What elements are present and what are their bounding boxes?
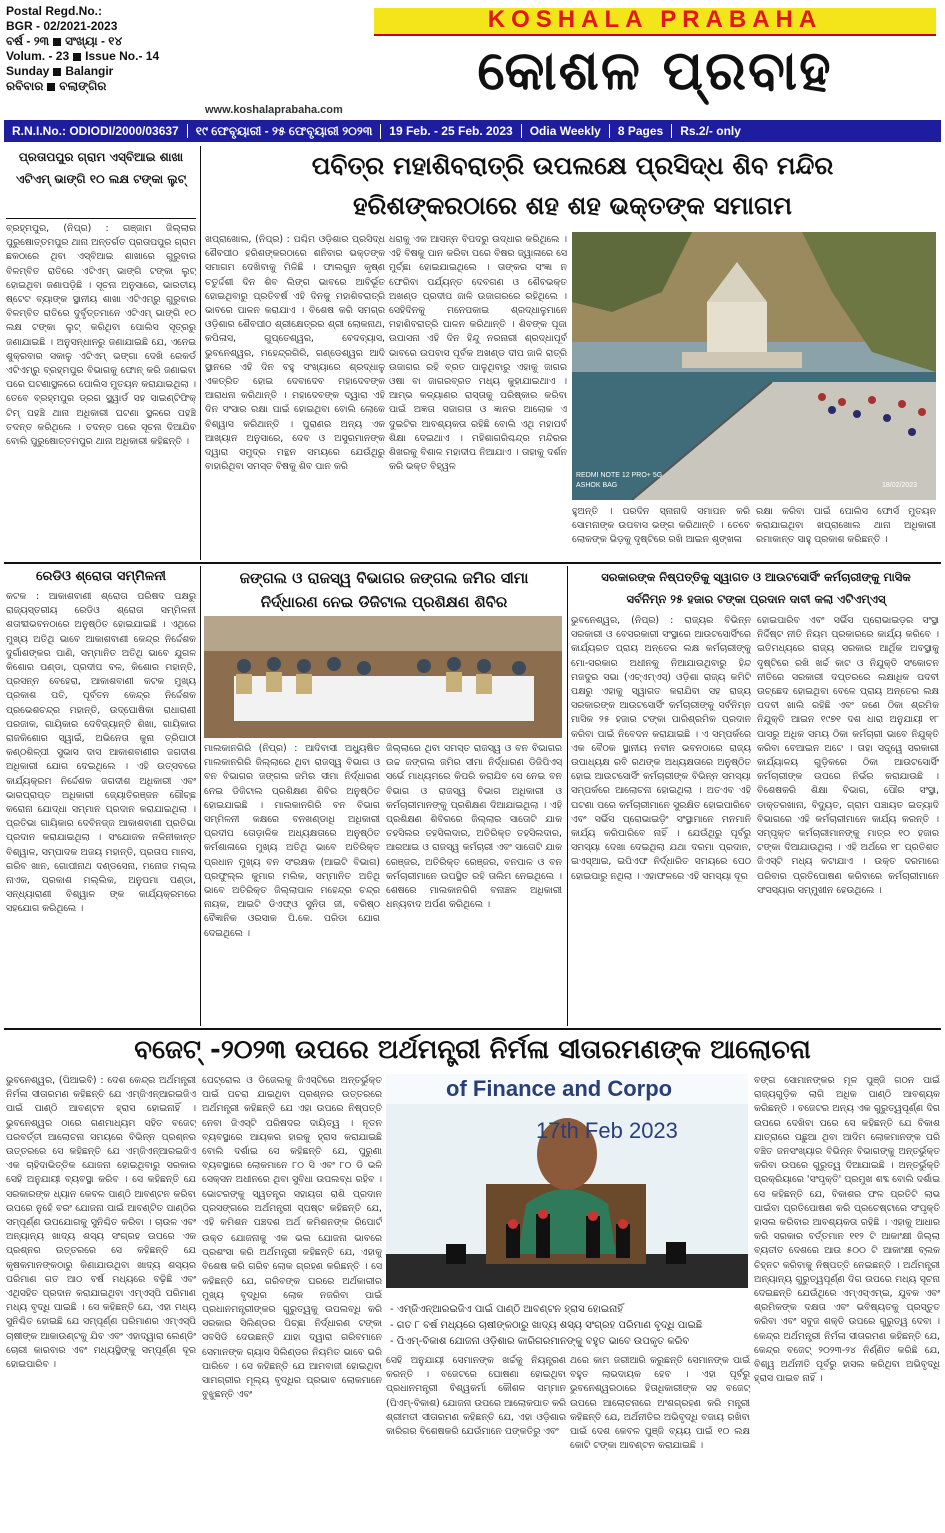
shiva-tail-left: ହୁଅନ୍ତି । ପରଦିନ ସ୍ନାନାଦି ସମାପନ କରି ସୋମନାଙ୍କ ଉପବାସ ଭଙ୍ଗ କରିଥାନ୍ତି । ତେବେ ଲୋକଙ୍କ ଭିଡ଼କୁ ଦୃଷ୍ଟିରେ ରଖି ଆଇନ ଶୃଙ୍ଖଳା [572,506,750,546]
column-divider [200,566,201,1026]
budget-body-col2: ପେଟ୍ରୋଲ ଓ ଡିଜେଲକୁ ଜିଏସ୍‌ଟିରେ ଅନ୍ତର୍ଭୁକ୍ତ ପାଇଁ ପଚରା ଯାଇଥିବା ପ୍ରଶ୍ନର ଉତ୍ତରରେ ଅର୍ଥମନ୍ତ୍ରୀ କହିଛନ୍ତି ଯେ ଏହା ଉପରେ ନିଷ୍ପତ୍ତି ନେବା ଜିଏସ୍‌ଟି ପରିଷଦର ଦାୟିତ୍ୱ । ନୂତନ ବ୍ୟବସ୍ଥାରେ ଆୟକର ହାରକୁ ହ୍ରାସ କରାଯାଇଛି ବୋଲି ଦର୍ଶାଇ ସେ କହିଛନ୍ତି ଯେ, ପୁରୁଣା ବ୍ୟବସ୍ଥାରେ ଲୋକମାନେ ୮୦ ସି ଏବଂ ୮୦ ଡି ଭଳି ସେକ୍ସନ ଅଧୀନରେ ଥିବା ସୁବିଧା ଉପଲବ୍ଧ ରହିବ । ଭୋଟରଙ୍କୁ ସ୍ୱତନ୍ତ୍ର ସହାୟତା ରାଶି ପ୍ରଦାନ ପ୍ରସଙ୍ଗରେ ଅର୍ଥମନ୍ତ୍ରୀ ସ୍ପଷ୍ଟ କହିଛନ୍ତି ଯେ, ଏହି କମିଶନ ପଞ୍ଚଦଶ ଅର୍ଥ କମିଶନଙ୍କ ରିପୋର୍ଟ [202,1075,382,1228]
city-odia: ବଲାଙ୍ଗିର [59,79,107,93]
budget-bullet-3: - ପିଏମ୍-ବିକାଶ ଯୋଜନା ଓଡ଼ିଶାର କାରିଗରମାନଙ୍କୁ ବହୁତ ଭାବେ ଉପକୃତ କରିବ [390,1336,690,1347]
budget-headline: ବଜେଟ୍ -୨୦୨୩ ଉପରେ ଅର୍ଥମନ୍ତ୍ରୀ ନିର୍ମଳା ସୀତାରମଣଙ୍କ ଆଲୋଚନା [134,1035,811,1065]
temple-photo-illustration [572,232,936,500]
postal-label: Postal Regd.No.: [6,4,103,18]
budget-body-col1: ଭୁବନେଶ୍ୱର, (ପିଆଇବି) : ଦେଶ କେନ୍ଦ୍ର ଅର୍ଥମନ୍ତ୍ରୀ ନିର୍ମଳା ସୀତାରମଣ କହିଛନ୍ତି ଯେ ଏମ୍‌ଜିଏନ୍‌ଆରଇଜିଏ ପାଇଁ ପାଣ୍ଠି ଆବଣ୍ଟନ ହ୍ରାସ ହୋଇନାହିଁ । ଭୁବନେଶ୍ୱର ଠାରେ ଗଣମାଧ୍ୟମ ସହିତ ବଜେଟ୍ ପରବର୍ତ୍ତୀ ଆଲୋଚନା ସମୟରେ ବିଭିନ୍ନ ପ୍ରଶ୍ନର ଉତ୍ତରରେ ସେ କହିଛନ୍ତି ଯେ ଏମ୍‌ଜିଏନ୍‌ଆରଇଜିଏ ଏକ ଚାହିଦାଭିତ୍ତିକ ଯୋଜନା ହୋଇଥିବାରୁ ସରକାର ସେହି ଅନୁଯାୟୀ ବ୍ୟବସ୍ଥା କରିବ । ସେ କହିଛନ୍ତି ଯେ ସରକାରଙ୍କ ଧ୍ୟାନ କେବଳ ପାଣ୍ଠି ଆବଣ୍ଟନ କରିବା ଉପରେ ନୁହେଁ ବରଂ ଯୋଜନା ପାଇଁ ଆବଣ୍ଟିତ ପାଣ୍ଠିର ସମ୍ପୂର୍ଣ୍ଣ ଉପଯୋଗକୁ ସୁନିଶ୍ଚିତ କରିବା । ଚାଉଳ ଏବଂ ଅନ୍ୟାନ୍ୟ ଖାଦ୍ୟ ଶସ୍ୟ ସଂଗ୍ରହ ଉପରେ ଏକ ପ୍ରଶ୍ନର ଉତ୍ତରରେ ସେ କହିଛନ୍ତି ଯେ କୃଷକମାନଙ୍କଠାରୁ କିଣାଯାଉଥିବା ଖାଦ୍ୟ ଶସ୍ୟର ପରିମାଣ ଗତ ଆଠ ବର୍ଷ ମଧ୍ୟରେ ବଢ଼ିଛି ଏବଂ ଏଥିସହିତ ପ୍ରଦାନ କରାଯାଇଥିବା ଏମ୍‌ଏସ୍‌ପି ପରିମାଣ ମଧ୍ୟ ବୃଦ୍ଧି ପାଇଛି । ସେ କହିଛନ୍ତି ଯେ, ଏହା ମଧ୍ୟ ସୁନିଶ୍ଚିତ ହୋଇଛି ଯେ ସମ୍ପୂର୍ଣ୍ଣ ପରିମାଣର ଏମ୍‌ଏସ୍‌ପି ଚାଷୀଙ୍କ ଆକାଉଣ୍ଟକୁ ଯିବ ଏବଂ ଏହାଦ୍ୱାରା ଲେଣ୍ଡିଂ ଚୋରୀ କାରବାର ଏବଂ ମଧ୍ୟସ୍ଥିଙ୍କୁ ସମ୍ପୂର୍ଣ୍ଣ ଦୂର ହୋଇପାରିବ । [6,1075,196,1371]
shiva-tail-right: ରକ୍ଷା କରିବା ପାଇଁ ପୋଲିସ ଫୋର୍ସ ମୁତୟନ କରାଯାଇଥିବା ଖପ୍ରାଖୋଲ ଥାନା ଅଧିକାରୀ ରମାକାନ୍ତ ସାହୁ ପ୍ରକାଶ କରିଛନ୍ତି । [756,506,936,546]
date-odia: ୧୯ ଫେବୃୟାରୀ - ୨୫ ଫେବୃୟାରୀ ୨୦୨୩ [188,124,382,139]
training-photo-illustration [204,616,562,738]
atm-body: ବ୍ରହ୍ମପୁର, (ନିପ୍ର) : ଗଞ୍ଜାମ ଜିଲ୍ଲାର ପୁରୁଷୋତ୍ତମପୁର ଥାନା ଅନ୍ତର୍ଗତ ପ୍ରତାପପୁର ଗ୍ରାମ ଛକଠାରେ ଥିବା ଏସ୍‌ବିଆଇ ଶାଖାରେ ଗୁରୁବାର ବିଳମ୍ବିତ ରାତିରେ ଏଟିଏମ୍ ଭାଙ୍ଗି ଟଙ୍କା ଲୁଟ୍ ହୋଇଥିବା ଜଣାପଡ଼ିଛି । ସୂଚନା ଅନୁସାରେ, ଭାରତୀୟ ଷ୍ଟେଟ ବ୍ୟାଙ୍କ ସ୍ଥାନୀୟ ଶାଖା ଏଟିଏମ୍‌ରୁ ଗୁରୁବାର ବିଳମ୍ବିତ ରାତିରେ ଦୁର୍ବୃତ୍ତମାନେ ଏଟିଏମ୍ ଭାଙ୍ଗି ୧୦ ଲକ୍ଷ ଟଙ୍କା ଲୁଟ୍ କରିଥିବା ପୋଲିସ ସୂତ୍ରରୁ ଜଣାଯାଇଛି । ଅନୁସନ୍ଧାନରୁ ଜଣାଯାଇଛି ଯେ, ଏନେଇ ଶୁକ୍ରବାର ସକାଳୁ ଏଟିଏମ୍ ଭଙ୍ଗା ଦେଖି ରେକର୍ଡ ଏଟିଏମ୍‌ରୁ ବ୍ରହ୍ମପୁର ବିଭାଗକୁ ଫୋନ୍ କରି ଜଣାଇବା ପରେ ଘଟଣାସ୍ଥଳରେ ପୋଲିସ ମୁତୟନ କରାଯାଇଥିଲା । ତେବେ ବ୍ରହ୍ମପୁର ଡ୍ରଗ ସ୍କ୍ୱାର୍ଡ ସହ ସାଇଣ୍ଟିଫିକ୍ ଟିମ୍ ପହଞ୍ଚି ଥାନା ଅଧିକାରୀ ଘଟଣା ସ୍ଥଳରେ ପହଞ୍ଚି ତଦନ୍ତ କରିଥିଲେ । ତଦନ୍ତ ପରେ ସୂଚନା ଦିଆଯିବ ବୋଲି ପୁରୁଷୋତ୍ତମପୁର ଥାନା ଅଧିକାରୀ କହିଛନ୍ତି । [6,223,196,448]
shiva-headline-2: ହରିଶଙ୍କରଠାରେ ଶହ ଶହ ଭକ୍ତଙ୍କ ସମାଗମ [352,191,793,220]
forest-headline-1: ଜଙ୍ଗଲ ଓ ରାଜସ୍ୱ ବିଭାଗର ଜଙ୍ଗଲ ଜମିର ସୀମା [239,569,529,587]
square-bullet-icon [53,68,61,76]
square-bullet-icon [47,83,55,91]
finance-minister-illustration [386,1074,748,1288]
forest-body-col1: ମାଲକାନଗିରି (ନିପ୍ର) : ଆଦିବାସୀ ଅଧ୍ୟୁଷିତ ମାଲକାନଗିରି ଜିଲ୍ଲାରେ ଥିବା ରାଜସ୍ୱ ବିଭାଗ ଓ ବନ ବିଭାଗର ଜଙ୍ଗଲ ଜମିର ସୀମା ନିର୍ଦ୍ଧାରଣ ନେଇ ଡିଜିଟାଲ ପ୍ରଶିକ୍ଷଣ ଶିବିର ଅନୁଷ୍ଠିତ ହୋଇଯାଇଛି । ମାଲକାନଗିରି ବନ ବିଭାଗ ସମ୍ମିଳନୀ କକ୍ଷରେ ବନଖଣ୍ଡାଧି ଅଧିକାରୀ ପ୍ରଦୀପ ତୋଡ଼ାଳିକ ଅଧ୍ୟକ୍ଷତାରେ ଅନୁଷ୍ଠିତ କର୍ମଶାଳାରେ ମୁଖ୍ୟ ଅତିଥି ଭାବେ ଅତିରିକ୍ତ ପ୍ରଧାନ ମୁଖ୍ୟ ବନ ସଂରକ୍ଷକ (ଆଇଟି ବିଭାଗ) ପ୍ରଫୁଲ୍ଲ କୁମାର ମଲିକ, ସମ୍ମାନିତ ଅତିଥି ଭାବେ ଅତିରିକ୍ତ ଜିଲ୍ଲାପାଳ ମହେନ୍ଦ୍ର ଚନ୍ଦ୍ର ନାୟକ, ଆଇଟି ଡିଏଫ୍‌ଓ ସୁନିତା ଜୀ, ବରିଷ୍ଠ ବୈଜ୍ଞାନିକ ଓରସାକ ପି.କେ. ପରିଡା ଯୋଗ ଦେଇଥିଲେ । [204,743,380,939]
rni-number: R.N.I.No.: ODIODI/2000/03637 [4,124,188,138]
budget-body-col3: ଉକ୍ତ ଯୋଜନାକୁ ଏକ ଭଲ ଯୋଜନା ଭାବରେ ପ୍ରଶଂସା କରି ଅର୍ଥମନ୍ତ୍ରୀ କହିଛନ୍ତି ଯେ, ଏହାକୁ ବିଶେଷ କରି ଗରିବ ଲୋକ ଗ୍ରହଣ କରିଛନ୍ତି । ସେ କହିଛନ୍ତି ଯେ, ଗରିବଙ୍କ ଘରରେ ଅର୍ଥକାରୀର ମୁଖ୍ୟ ବୃଦ୍ଧିର ଲୋକ ନଜରିବା ପାଇଁ ପ୍ରଧାନମନ୍ତ୍ରୀଙ୍କର ଗୁରୁତ୍ୱକୁ ଉପଲବ୍ଧି କରି ସରକାର ସିଲିଣ୍ଡର ପିଚ୍ଛା ନିର୍ଦ୍ଧାରଣ ଟଙ୍କା ସବସିଡି ଦେଉଛନ୍ତି ଯାହା ଦ୍ୱାରା ଗରିବମାନେ ସେମାନଙ୍କ ଗ୍ୟାସ ସିଲିଣ୍ଡର ନିୟମିତ ଭାବେ ଭରି ପାରିବେ । ସେ କହିଛନ୍ତି ଯେ ଆମବାଜୀ ହୋଇଥିବା ସାମଗ୍ରୀର ମୂଲ୍ୟ ବୃଦ୍ଧିର ପ୍ରଭାବ ଲୋକମାନେ ବୁଝୁଛନ୍ତି ଏବଂ [202,1233,382,1401]
shiva-body-col2: ଧରାକୁ ଏକ ଆସନ୍ନ ବିପଦରୁ ଉଦ୍ଧାର କରିଥିଲେ । ଏହି ବିଷକୁ ପାନ କରିବା ପରେ ବିଷର ଜ୍ୱାଳାରେ ସେ ମୁର୍ଚ୍ଛା ହୋଇଯାଇଥିଲେ । ତାଙ୍କର ସଂଜ୍ଞା ନ ଫେରିବା ପର୍ଯ୍ୟନ୍ତ ଦେବଗଣ ଓ ଶୈବଭକ୍ତ ଅଖଣ୍ଡ ପ୍ରଦୀପ ଜାଳି ଉଜାଗରରେ ରହିଥିଲେ । ସେହିଦିନକୁ ମନେପକାଇ ଶ୍ରଦ୍ଧାଳୁମାନେ ମହାଶିବରାତ୍ରି ପାଳନ କରିଥାନ୍ତି । ଶିବଙ୍କ ପୂଜା ଉପାସନା ଏହି ଦିନ ହିନ୍ଦୁ ନରନାରୀ ଶ୍ରଦ୍ଧାପୂର୍ବ ଭାବରେ ଉପବାସ ପୂର୍ବକ ଅଖଣ୍ଡ ଦୀପ ଜାଳି ରାତ୍ରି ଉଜାଗର ରହି ବ୍ରତ ପାଳୁଥିବାରୁ ଏହାକୁ ଜାଗର ଓଷା ବା ଜାଗରବ୍ରତ ମଧ୍ୟ କୁହାଯାଇଥାଏ । ଆମ୍ଭ କଳ୍ୟାଣର ରାସ୍ତାକୁ ପରିଷ୍କାର କରିବା ପାଇଁ ଅଜ୍ଞତା ସଜାଗତା ଓ ଜ୍ଞାନର ଆଲୋକ ଏ ଦୁଇଟିର ଆବଶ୍ୟକତା ରହିଛି ବୋଲି ଏଥି ମହାପର୍ବ ଶିକ୍ଷା ଦେଇଥାଏ । ମହିଶାଗରିଶ୍ଚନ୍ଦ୍ର ମନ୍ଦିରର ଶିଖରକୁ ବିଶାଳ ମହାଦୀପ ନିଆଯାଏ । ତାହାକୁ ଦର୍ଶନ କରି ଭକ୍ତ ବିହ୍ୱଳ [389,234,567,473]
photo-credit: ASHOK BAG [576,482,618,489]
photo-banner-text: of Finance and Corpo [446,1076,673,1101]
price: Rs.2/- only [680,124,741,138]
newspaper-title-odia: କୋଶଳ ପ୍ରବାହ [477,39,833,102]
outsource-headline-1: ସରକାରଙ୍କ ନିଷ୍ପତ୍ତିକୁ ସ୍ୱାଗତ ଓ ଆଉଟସୋର୍ସିଂ କର୍ମଚାରୀଙ୍କୁ ମାସିକ [601,570,911,584]
outsource-headline-2: ସର୍ବନିମ୍ନ ୨୫ ହଜାର ଟଙ୍କା ପ୍ରଦାନ ଦାବୀ କଲା ଏଟିଏମ୍‌ଏସ୍ [626,592,886,606]
radio-body: କଟକ : ଆକାଶବାଣୀ ଶ୍ରୋତା ପରିଷଦ ପକ୍ଷରୁ ରାଜ୍ୟସ୍ତରୀୟ ରେଡିଓ ଶ୍ରୋତା ସମ୍ମିଳନୀ ଶତାବ୍ଦୀଭବନଠାରେ ଅନୁଷ୍ଠିତ ହୋଇଯାଇଛି । ଏଥିରେ ମୁଖ୍ୟ ଅତିଥି ଭାବେ ଆକାଶବାଣୀ କେନ୍ଦ୍ର ନିର୍ଦ୍ଦେଶକ ଦୁର୍ଗାଶଙ୍କର ପାଣି, ସମ୍ମାନିତ ଅତିଥି ଭାବେ ଯୁଗଳ କିଶୋର ପଣ୍ଡା, ପ୍ରଦୀପ ବଳ, କିଶୋର ମହାନ୍ତି, ପ୍ରସନ୍ନ ବେହେରା, ଆକାଶବାଣୀ କଟକ ମୁଖ୍ୟ ପ୍ରକାଶ ପତି, ପୂର୍ବତନ କେନ୍ଦ୍ର ନିର୍ଦ୍ଦେଶକ ପ୍ରଭେଶଚନ୍ଦ୍ର ମହାନ୍ତି, ଉଦ୍‌ଘୋଷିକା ରାଧାରାଣୀ ପରଜାକ, ଗାୟିକାର ଦେବିଜ୍ୟାନ୍ତି ଶିଖା, ଗାୟିକାର ରାଜକିଶୋର ସ୍ୱାଇଁ, ଅଭିନେତା କୁନା ତ୍ରିପାଠୀ କଣ୍ଠଶିଳ୍ପୀ ସୁଭାସ ଦାସ ଆକାଶବାଣୀର ଜଗଦୀଶ ଅଧିକାରୀ ଯୋଗ ଦେଇଥିଲେ । ଏହି ଉତ୍ସବରେ କାର୍ଯ୍ୟକ୍ରମ ନିର୍ଦ୍ଦେଶକ ଜଗଦୀଶ ଅଧିକାରୀ ଏବଂ ଭାରପ୍ରାପ୍ତ ଅଧିକାରୀ ଜ୍ୟୋତିରଞ୍ଜନ ଗୌଚ୍ଛ କରୋନା ଯୋଦ୍ଧା ସମ୍ମାନ ପ୍ରଦାନ କରାଯାଇଥିଲା । ପ୍ରତିଭା ଗାୟିକାର ଦେବିନଜ୍ଜ ଆକାଶବାଣୀ ପ୍ରତିଭା ପ୍ରଦାନ କରାଯାଇଥିଲା । ସଂଯୋଜକ ନଳିନୀକାନ୍ତ ବିଶ୍ୱାଳ, ସମ୍ପାଦକ ଅଜୟ ମହାନ୍ତି, ପ୍ରତାପ ମାନସ, ଗରିବ ଖାନ, ଗୋପୀନାଥ ଦଣ୍ଡସେନା, ମନୋଜ ମଲ୍ଲ ନାଏକ, ପ୍ରକାଶ ମଲ୍ଲିକ, ଅନୁପମା ପଣ୍ଡା, ସନ୍ଧ୍ୟାରାଣୀ ବିଶ୍ୱାଳ ଙ୍କ କାର୍ଯ୍ୟକ୍ରମରେ ସହଯୋଗ କରିଥିଲେ । [6,591,196,915]
shiva-body-col1: ଖପ୍ରାଖୋଲ, (ନିପ୍ର) : ପଶ୍ଚିମ ଓଡ଼ିଶାର ପ୍ରସିଦ୍ଧ ଶୈବପୀଠ ହରିଶଙ୍କରଠାରେ ଶନିବାର ଭକ୍ତଙ୍କ ସମାଗମ ଦେଖିବାକୁ ମିଳିଛି । ଫାଲଗୁନ କୃଷ୍ଣ ଚତୁର୍ଦ୍ଦଶୀ ଦିନ ଶିବ ଲିଙ୍ଗ ଭାବରେ ଆବିର୍ଭୂତ ହୋଇଥିବାରୁ ପ୍ରତିବର୍ଷ ଏହି ଦିନକୁ ମହାଶିବରାତ୍ରି ଭାବରେ ପାଳନ କରାଯାଏ । ବିଶେଷ କରି ସମଗ୍ର ଓଡ଼ିଶାର ଶୈବପୀଠ ଶ୍ରୀକ୍ଷେତ୍ରର ଶ୍ରୀ ଲୋକନାଥ, କପିଳାସ, ଗୁପ୍ତେଶ୍ୱର, ବେଦବ୍ୟାସ, ଭୁବନେଶ୍ୱର, ମହେନ୍ଦ୍ରଗିରି, ଗଣ୍ଡେଶ୍ୱର ଆଦି ସ୍ଥାନରେ ଏହି ଦିନ ବହୁ ସଂଖ୍ୟାରେ ଶ୍ରଦ୍ଧାଳୁ ଏକତ୍ରିତ ହୋଇ ଦେବାଦେବ ମହାଦେବଙ୍କ ଆରାଧନା କରିଥାନ୍ତି । ମହାଦେବଙ୍କ ଦ୍ୱାରା ଏହି ଦିନ ସଂସାର ରକ୍ଷା ପାଇଁ ହୋଇଥିବା ବୋଲି ଲୋକେ ବିଶ୍ୱାସ କରିଥାନ୍ତି । ପୁରାଣର ଅନ୍ୟ ଏକ ଆଖ୍ୟାନ ଅନୁସାରେ, ଦେବ ଓ ଅସୁରମାନଙ୍କ ଦ୍ୱାରା ସମୁଦ୍ର ମନ୍ଥନ ସମୟରେ ଯେଉଁଥିରୁ ବାହାରିଥିବା ସମସ୍ତ ବିଷକୁ ଶିବ ପାନ କରି [205,234,385,473]
finance-minister-photo [386,1074,748,1288]
newspaper-title-en: KOSHALA PRABAHA [487,6,823,33]
day-odia: ରବିବାର [6,79,44,93]
photo-device-tag: REDMI NOTE 12 PRO+ 5G [576,472,663,479]
divider [6,218,196,219]
training-photo [204,616,562,738]
outsource-body-col2: ହୋଇପାରିବ ଏବଂ ସର୍ଭିସ ପ୍ରୋଭାଇଡ଼ର ସଂସ୍ଥା ନିର୍ଦ୍ଦିଷ୍ଟ ନୀତି ନିୟମ ପ୍ରକାରରେ କାର୍ଯ୍ୟ କରିବେ । ଇତିମଧ୍ୟରେ ରାଜ୍ୟ ସରକାର ଆର୍ଥିକ ଅବସ୍ଥାକୁ ଦୃଷ୍ଟିରେ ରଖି ଖର୍ଚ୍ଚ କାଟ ଓ ନିଯୁକ୍ତି ସଂକୋଚନ ନୀତିରେ ସରକାରୀ ଦପ୍ତରରେ ଲକ୍ଷାଧିକ ପଦବୀ ଉଚ୍ଛେଦ ହୋଇଥିବା ବେଳେ ପ୍ରାୟ ଅନ୍ତେର ଲକ୍ଷ ପଦବୀ ଖାଲି ରହିଛି ଏବଂ ଜଣେ ଠିକା ଶ୍ରମିକ ନିଯୁକ୍ତି ଆଇନ ୧୯୭୧ ଦଶ ଧାରା ଅନୁଯାୟୀ ୧୮ ପାସରୁ ଅଧିକ ସମୟ ଠିକା କର୍ମଚାରୀ ଭାବେ ନିଯୁକ୍ତି କରିବା ବେଆଇନ ଅଟେ । ତାହା ସତ୍ତ୍ୱେ ସରକାରୀ କାର୍ଯ୍ୟାଳୟ ଗୁଡ଼ିକରେ ଠିକା ଆଉଟସୋର୍ସିଂ କର୍ମଚାରୀଙ୍କ ଉପରେ ନିର୍ଭର କରାଯାଉଛି । ବିଶେଷକରି ଶିକ୍ଷା ବିଭାଗ, ପୌର ସଂସ୍ଥା, ଡାକ୍ତରଖାନା, ବିଦ୍ୟୁତ, ଗ୍ରାମ ପଞ୍ଚାୟତ ଇତ୍ୟାଦି ବିଭାଗରେ ଏହି କର୍ମଚାରୀମାନେ କାର୍ଯ୍ୟ କରନ୍ତି । ସମ୍ପୃକ୍ତ କର୍ମଚାରୀମାନଙ୍କୁ ମାତ୍ର ୧୦ ହଜାର ଟଙ୍କା ଦିଆଯାଉଥିଲା । ଏହି ଅର୍ଥରେ ୧୮ ପ୍ରତିଶତ ଜିଏସ୍‌ଟି ମଧ୍ୟ କଟାଯାଏ । ଉକ୍ତ ଦରମାରେ ପରିବାର ପ୍ରତିପୋଷଣ କରିବାରେ କର୍ମଚାରୀମାନେ ସଂସସ୍ୟାର ସମ୍ମୁଖୀନ ହେଉଥିଲେ । [757,615,939,896]
shiva-headline-1: ପବିତ୍ର ମହାଶିବରାତ୍ରି ଉପଲକ୍ଷେ ପ୍ରସିଦ୍ଧ ଶିବ ମନ୍ଦିର [311,151,834,180]
column-divider [200,146,201,560]
forest-body-col2: ଜିଲ୍ଲାରେ ଥିବା ସମସ୍ତ ରାଜସ୍ୱ ଓ ବନ ବିଭାଗର ଉଚ୍ଚ ଜଙ୍ଗଲ ଜମିର ସୀମା ନିର୍ଦ୍ଧାରଣ ଡିଜିପିଏସ୍ ସର୍ଭେ ମାଧ୍ୟମରେ କିପରି କରାଯିବ ସେ ନେଇ ବନ ବିଭାଗ ଓ ରାଜସ୍ୱ ବିଭାଗ ଅଧିକାରୀ ଓ କର୍ମଚାରୀମାନଙ୍କୁ ପ୍ରଶିକ୍ଷଣ ଦିଆଯାଇଥିଲା । ଏହି ପ୍ରଶିକ୍ଷଣ ଶିବିରରେ ଜିଲ୍ଲାର ସାତୋଟି ଯାକ ତହସିଲର ତହସିଲଦାର, ଅତିରିକ୍ତ ତହସିଲଦାର, ଆରଆଇ ଓ ରାଜସ୍ୱ କର୍ମଚାରୀ ଏବଂ ସାତୋଟି ଯାକ ରେଞ୍ଜର, ଅତିରିକ୍ତ ରେଞ୍ଜର, ବନପାଳ ଓ ବନ କର୍ମଚାରୀମାନେ ଉପସ୍ଥିତ ରହି ତାଲିମ ନେଇଥିଲେ । ଶେଷରେ ମାଲକାନଗିରି ବନାଞ୍ଚଳ ଅଧିକାରୀ ଧନ୍ୟବାଦ ଅର୍ପଣ କରିଥିଲେ । [386,743,562,911]
section-divider [4,562,941,564]
atm-headline: ପ୍ରତାପପୁର ଗ୍ରାମ ଏସ୍‌ବିଆଇ ଶାଖା ଏଟିଏମ୍ ଭାଙ୍ଗି ୧୦ ଲକ୍ଷ ଟଙ୍କା ଲୁଟ୍ [15,150,187,186]
issue-odia: ସଂଖ୍ୟା - ୧୪ [65,34,123,48]
square-bullet-icon [73,53,81,61]
city: Balangir [65,64,114,78]
paper-type: Odia Weekly [522,124,610,138]
forest-headline-2: ନିର୍ଦ୍ଧାରଣ ନେଇ ଡିଜିଟାଲ ପ୍ରଶିକ୍ଷଣ ଶିବିର [260,593,508,611]
page-count: 8 Pages [610,124,672,138]
budget-bullet-2: - ଗତ ୮ ବର୍ଷ ମଧ୍ୟରେ ଚାଷୀଙ୍କଠାରୁ ଖାଦ୍ୟ ଶସ୍ୟ ସଂଗ୍ରହ ପରିମାଣ ବୃଦ୍ଧି ପାଇଛି [390,1320,703,1331]
photo-banner-date: 17th Feb 2023 [536,1118,678,1143]
photo-date: 18/02/2023 [882,482,918,489]
issue-number: Issue No.- 14 [85,49,160,63]
outsource-body-col1: ଭୁବନେଶ୍ୱର, (ନିପ୍ର) : ରାଜ୍ୟର ବିଭିନ୍ନ ସରକାରୀ ଓ ବେସରକାରୀ ସଂସ୍ଥାରେ ଆଉଟସୋର୍ସିଂରେ କାର୍ଯ୍ୟରତ ପ୍ରାୟ ଅନ୍ତେର ଲକ୍ଷ କର୍ମଚାରୀଙ୍କୁ ମୋ-ସରକାର ଅଧୀନକୁ ନିଆଯାଉଥିବାରୁ ହିନ୍ଦ ମଜଦୁର ସଭା (ଏଚ୍ଏମ୍ଏସ୍) ଓଡ଼ିଶା ରାଜ୍ୟ କମିଟି ପକ୍ଷରୁ ଏହାକୁ ସ୍ୱାଗତ କରାଯିବା ସହ ରାଜ୍ୟ ସରକାରଙ୍କ ଆଉଟସୋର୍ସିଂ କର୍ମଚାରୀଙ୍କୁ ସର୍ବନିମ୍ନ ମାସିକ ୨୫ ହଜାର ଟଙ୍କା ପାରିଶ୍ରମିକ ପ୍ରଦାନ କରିବା ପାଇଁ ନିବେଦନ କରାଯାଇଛି । ଏ ସମ୍ପର୍କରେ ଏକ ବୈଠକ ସ୍ଥାନୀୟ ନବୀନ ଭବନଠାରେ ରାଜ୍ୟ ଉପାଧ୍ୟକ୍ଷ ରବି ରଥଙ୍କ ଅଧ୍ୟକ୍ଷତାରେ ଅନୁଷ୍ଠିତ ହୋଇ ଆଉଟସୋର୍ସିଂ କର୍ମଚାରୀଙ୍କ ବିଭିନ୍ନ ସମସ୍ୟା ସମ୍ପର୍କରେ ଆଲୋଚନା ହୋଇଥିଲା । ଅତଏବ ଏହି ଘଟଣା ପରେ କର୍ମଚାରୀମାନେ ସୁରକ୍ଷିତ ହୋଇପାରିବେ ଏବଂ ସର୍ଭିସ ପ୍ରୋଭାଇଡ଼ିଂ ସଂସ୍ଥାମାନେ ମନମାନି କାର୍ଯ୍ୟ କରିପାରିବେ ନାହିଁ । ଯେଉଁଥିରୁ ପୂର୍ବରୁ ସମସ୍ୟା ଦେଖା ଦେଇଥିଲା ଯଥା ଦରମା ପ୍ରଦାନ, ଇଏସ୍‌ଆଇ, ଇପିଏଫ ନିର୍ଦ୍ଧାରିତ ସମୟରେ ପେଠ ହୋଇପାରୁ ନଥିଲା । ଏହାଫଳରେ ଏହି ସମସ୍ୟା ଦୂର [571,615,751,882]
year-odia: ବର୍ଷ - ୨୩ [6,34,50,48]
info-bar [4,120,941,142]
day: Sunday [6,64,50,78]
column-divider [567,566,568,1026]
temple-photo [572,232,936,500]
volume: Volum. - 23 [6,49,70,63]
postal-number: BGR - 02/2021-2023 [6,19,118,33]
square-bullet-icon [53,38,61,46]
budget-body-col4: ସେହି ଅନୁଯାୟୀ ସେମାନଙ୍କ ଖର୍ଚ୍ଚକୁ ନିୟନ୍ତ୍ରଣ କରନ୍ତି । ବଜେଟରେ ଘୋଷଣା ହୋଇଥିବା ପ୍ରଧାନମନ୍ତ୍ରୀ ବିଶ୍ୱକର୍ମା କୌଶଳ ସମ୍ମାନ (ପିଏମ୍-ବିକାଶ) ଯୋଜନା ଉପରେ ଆଲୋକପାତ କରି ଶ୍ରୀମତୀ ସୀତାରମଣ କହିଛନ୍ତି ଯେ, ଏହା ଓଡ଼ିଶାର କାରିଗର ବିଶେଷକରି ଯେଉଁମାନେ ପଙ୍କତିରୁ ଏବଂ [386,1355,566,1438]
budget-body-col5: ଥରେ କାମ ଜରୀଆରି କରୁଛନ୍ତି ସେମାନଙ୍କ ପାଇଁ ବହୁତ ଲାଭଦାୟକ ହେବ । ଏହା ପୂର୍ବରୁ ଭୁବନେଶ୍ୱରଠାରେ ହିତାଧିକାରୀଙ୍କ ସହ ବଜେଟ୍ ଉପରେ ଆଲୋଚନାରେ ଅଂଶଗ୍ରହଣ କରି ମନ୍ତ୍ରୀ କହିଛନ୍ତି ଯେ, ଅର୍ଥନୀତିର ଅଭିବୃଦ୍ଧି ବଜାୟ ରଖିବା ପାଇଁ ଦେଶ କେବଳ ପୁଞ୍ଜି ବ୍ୟୟ ପାଇଁ ୧୦ ଲକ୍ଷ କୋଟି ଟଙ୍କା ଆବଣ୍ଟନ କରାଯାଇଛି । [570,1355,750,1452]
masthead-meta [6,4,206,94]
date-english: 19 Feb. - 25 Feb. 2023 [381,124,521,138]
budget-body-col6: ବଙ୍ଗ ସୋମାନଙ୍କର ମୂଳ ପୁଞ୍ଜି ଗଠନ ପାଇଁ ରାଜ୍ୟଗୁଡ଼ିକ ଲାଗି ଅଧିକ ପାଣ୍ଠି ଆବଶ୍ୟକ କରିଛନ୍ତି । ବଜେଟର ଅନ୍ୟ ଏକ ଗୁରୁତ୍ୱପୂର୍ଣ୍ଣ ଦିଗ ଉପରେ ଦେଖିବା ପରେ ସେ କହିଛନ୍ତି ଯେ ବିକାଶ ଯାତ୍ରାରେ ପଛୁଆ ଥିବା ଆଦିମ ଲୋକମାନଙ୍କ ପରି ବଞ୍ଚିତ ଜନସଂଖ୍ୟାର ବିଭିନ୍ନ ବିଭାଗଙ୍କୁ ଅନ୍ତର୍ଭୁକ୍ତ କରିବା ଉପରେ ଗୁରୁତ୍ୱ ଦିଆଯାଇଛି । ଅନ୍ତର୍ଭୁକ୍ତି ପ୍ରକ୍ରିୟାରେ 'ସଂପୃକ୍ତି' ପ୍ରମୁଖ ଶବ୍ଦ ବୋଲି ଦର୍ଶାଇ ସେ କହିଛନ୍ତି ଯେ, ବିକାଶର ଫଳ ପ୍ରତିଟି ଲାଭ ପାଇଁବା ପ୍ରତିପୋଷଣ କରି ପ୍ରଚେଷ୍ଟାରେ ସଂପୃକ୍ତି ହାସଲ କରିବାର ଆବଶ୍ୟକତା ରହିଛି । ଏହାକୁ ଆଧାର କରି ସରକାର ବର୍ତ୍ତମାନ ୧୧୨ ଟି ଆକାଂକ୍ଷୀ ଜିଲ୍ଲା ବ୍ୟତୀତ ଦେଶରେ ଆଉ ୫୦୦ ଟି ଆକାଂକ୍ଷୀ ବ୍ଲକ ଚିହ୍ନଟ କରିବାକୁ ନିଷ୍ପତ୍ତି ନେଇଛନ୍ତି । ଅର୍ଥମନ୍ତ୍ରୀ ଅନ୍ୟାନ୍ୟ ଗୁରୁତ୍ୱପୂର୍ଣ୍ଣ ଦିଗ ଉପରେ ମଧ୍ୟ ସୂଚନା ଦେଇଛନ୍ତି ଯେଉଁଥିରେ ଏମ୍‌ଏସ୍‌ଏମ୍‌ଇ, ଯୁବକ ଏବଂ ଶ୍ରମିକଙ୍କ ଦକ୍ଷତା ଏବଂ ଭବିଷ୍ୟତକୁ ପ୍ରସ୍ତୁତ କରିବା ଏବଂ ସବୁଜ ଶକ୍ତି ଉପରେ ଗୁରୁତ୍ୱ ଦେବା । କେନ୍ଦ୍ର ଅର୍ଥମନ୍ତ୍ରୀ ନିର୍ମଳା ସୀତାରମଣ କହିଛନ୍ତି ଯେ, କେନ୍ଦ୍ର ବଜେଟ୍ ୨୦୨୩-୨୪ ନିର୍ଣ୍ଣିତ କରିଛି ଯେ, ବିଶ୍ୱ ଅର୍ଥନୀତି ପୂର୍ବରୁ ହାସଲ କରିଥିବା ଅଭିବୃଦ୍ଧି ହ୍ରାସ ପାଇବ ନାହିଁ । [754,1075,940,1385]
radio-headline: ରେଡିଓ ଶ୍ରୋତା ସମ୍ମିଳନୀ [36,569,166,584]
website-link[interactable]: www.koshalaprabaha.com [205,104,343,116]
budget-bullet-1: - ଏମ୍‌ଜିଏନ୍‌ଆରଇଜିଏ ପାଇଁ ପାଣ୍ଠି ଆବଣ୍ଟନ ହ୍ରାସ ହୋଇନାହିଁ [390,1304,624,1315]
